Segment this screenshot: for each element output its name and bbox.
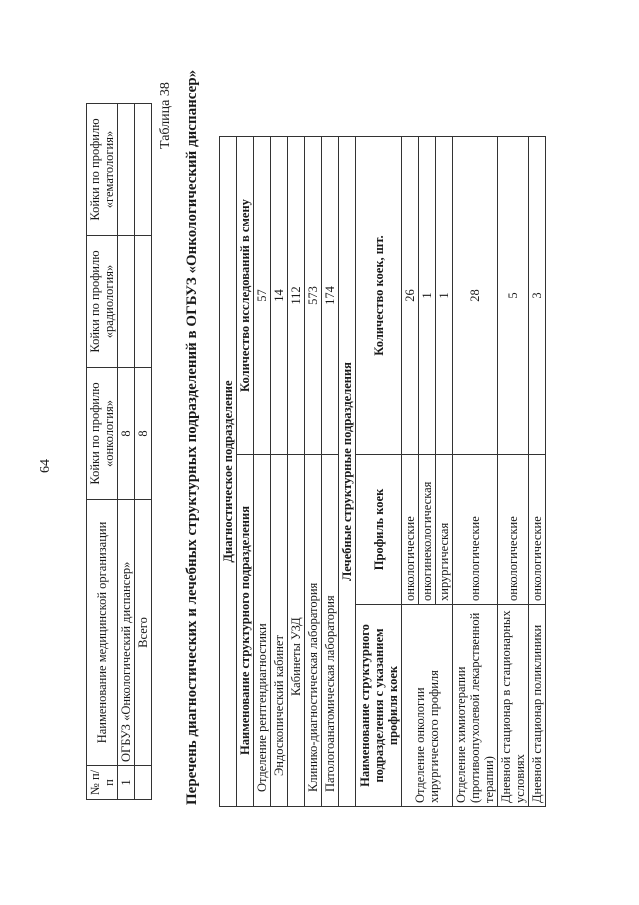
table-label: Таблица 38 (158, 82, 173, 149)
col-header-studies-per-shift: Количество исследований в смену (237, 137, 254, 455)
table-row (529, 137, 546, 807)
col-header-bed-count: Количество коек, шт. (356, 137, 402, 455)
table-cell (118, 236, 135, 368)
table-cell: Всего (135, 500, 152, 766)
table-row (288, 137, 305, 807)
table-cell (118, 104, 135, 236)
table-cell (135, 766, 152, 800)
col-header-unit-name: Наименование структурного подразделения (237, 455, 254, 807)
table-cell: Дневной стационар в стационарных условиях (498, 605, 529, 807)
table-cell: 112 (288, 137, 305, 455)
table-cell: 26 (402, 137, 419, 455)
table-cell: 28 (453, 137, 498, 455)
table-cell: Отделение химиотерапии (противоопухолевой лекарственной терапии) (453, 605, 498, 807)
table-cell: 8 (135, 368, 152, 500)
table-cell: ОГБУЗ «Онкологический диспансер» (118, 500, 135, 766)
table-cell: Эндоскопический кабинет (271, 455, 288, 807)
table-cell (135, 236, 152, 368)
table-cell: 1 (118, 766, 135, 800)
table-cell: онкологические (498, 455, 529, 605)
table-cell: 174 (322, 137, 339, 455)
structural-units-table (219, 136, 546, 807)
page-number: 64 (38, 459, 53, 473)
table-cell: Дневной стационар поликлиники (529, 605, 546, 807)
col-header-oncology: Койки по профилю «онкология» (87, 368, 118, 500)
table-cell: Кабинеты УЗД (288, 455, 305, 807)
table-row (305, 137, 322, 807)
table-cell: Патологоанатомическая лаборатория (322, 455, 339, 807)
table-title: Перечень диагностических и лечебных структурных подразделений в ОГБУЗ «Онкологический диспансер» (184, 69, 200, 805)
table-cell: хирургическая (436, 455, 453, 605)
table-cell: 8 (118, 368, 135, 500)
col-header-number: № п/п (87, 766, 118, 800)
table-cell: онкологические (529, 455, 546, 605)
beds-summary-table (86, 103, 152, 800)
table-row (271, 137, 288, 807)
table-row (453, 137, 498, 807)
table-row (254, 137, 271, 807)
table-cell: онкологические (402, 455, 419, 605)
table-cell: Отделение онкологии хирургического профиля (402, 605, 453, 807)
col-header-organization: Наименование медицинской организации (87, 500, 118, 766)
table-cell: 57 (254, 137, 271, 455)
table-cell: онкологические (453, 455, 498, 605)
table-cell: 5 (498, 137, 529, 455)
table-row (118, 104, 135, 800)
table-cell (135, 104, 152, 236)
table-cell: 3 (529, 137, 546, 455)
col-header-hematology: Койки по профилю «гематология» (87, 104, 118, 236)
table-cell: Клинико-диагностическая лаборатория (305, 455, 322, 807)
table-cell: онкогинекологическая (419, 455, 436, 605)
table-cell: Отделение рентгендиагностики (254, 455, 271, 807)
col-header-unit-with-profile: Наименование структурного подразделения с указанием профиля коек (356, 605, 402, 807)
table-cell: 1 (436, 137, 453, 455)
section-heading-diagnostic: Диагностическое подразделение (220, 137, 237, 807)
table-row (322, 137, 339, 807)
table-cell: 14 (271, 137, 288, 455)
table-cell: 1 (419, 137, 436, 455)
table-row-total (135, 104, 152, 800)
col-header-bed-profile: Профиль коек (356, 455, 402, 605)
table-header-row (87, 104, 118, 800)
table-row (498, 137, 529, 807)
table-cell: 573 (305, 137, 322, 455)
table-row (402, 137, 419, 807)
col-header-radiology: Койки по профилю «радиология» (87, 236, 118, 368)
section-heading-treatment: Лечебные структурные подразделения (339, 137, 356, 807)
